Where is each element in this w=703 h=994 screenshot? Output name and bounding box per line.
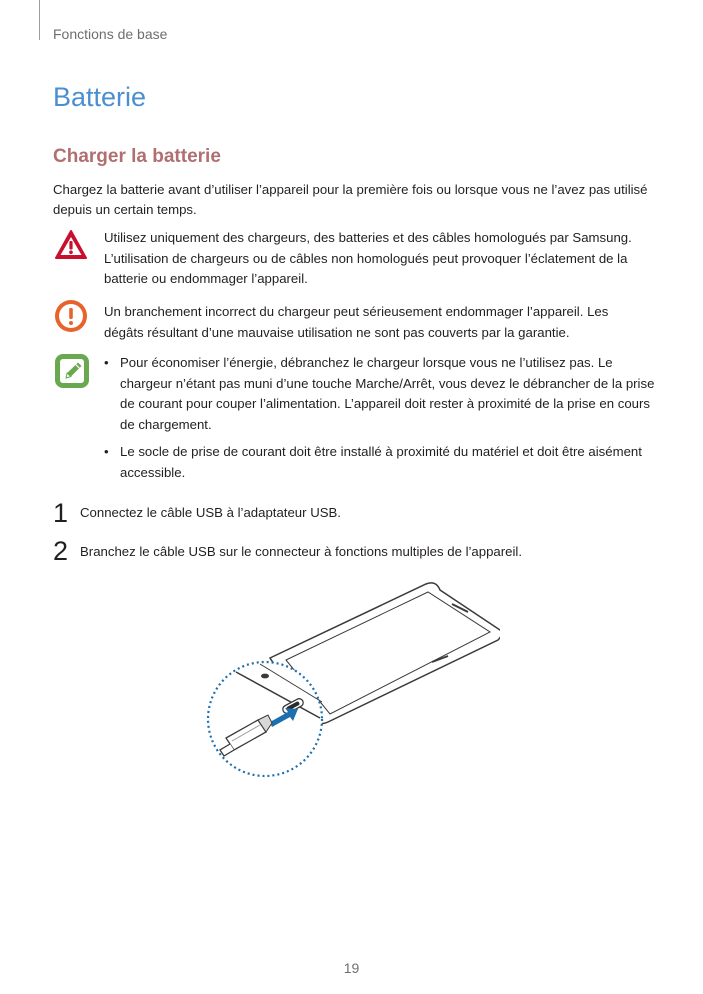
tip-item: • Le socle de prise de courant doit être installé à proximité du matériel et doit être aisément accessible.: [104, 444, 642, 480]
step-text: Connectez le câble USB à l’adaptateur USB.: [80, 505, 341, 520]
step-number: 1: [53, 498, 69, 528]
step-text: Branchez le câble USB sur le connecteur à fonctions multiples de l’appareil.: [80, 544, 523, 559]
tip-list: [104, 353, 656, 490]
tip-text: Pour économiser l’énergie, débranchez le chargeur lorsque vous ne l’utilisez pas. Le chargeur n’étant pas muni d’une touche Marche/Arrêt, vous devez le débrancher de la prise de courant pour couper l’alimentation. L’appareil doit rester à proximité de la prise en cours de chargement.: [120, 355, 655, 432]
page-number: 19: [343, 960, 360, 976]
charging-illustration: [200, 578, 500, 783]
warning-note: Utilisez uniquement des chargeurs, des batteries et des câbles homologués par Samsung. L’utilisation de chargeurs ou de câbles non homologués peut provoquer l’éclatement de la batterie ou endommager l’appareil.: [104, 230, 632, 286]
header-rule: [39, 0, 40, 40]
tip-text: Le socle de prise de courant doit être installé à proximité du matériel et doit être aisément accessible.: [120, 444, 642, 480]
warning-triangle-icon: [54, 228, 88, 262]
tip-pencil-icon: [54, 353, 90, 389]
page-title: Batterie: [53, 82, 147, 112]
running-header: Fonctions de base: [53, 26, 168, 42]
intro-paragraph: Chargez la batterie avant d’utiliser l’appareil pour la première fois ou lorsque vous ne l’avez pas utilisé depuis un certain temps.: [53, 182, 648, 217]
caution-note: Un branchement incorrect du chargeur peut sérieusement endommager l’appareil. Les dégâts résultant d’une mauvaise utilisation ne sont pas couverts par la garantie.: [104, 304, 609, 340]
section-heading: Charger la batterie: [53, 146, 221, 167]
tip-item: • Pour économiser l’énergie, débranchez le chargeur lorsque vous ne l’utilisez pas. Le chargeur n’étant pas muni d’une touche Marche/Arrêt, vous devez le débrancher de la prise de courant pour couper l’alimentation. L’appareil doit rester à proximité de la prise en cours de chargement.: [104, 355, 655, 432]
caution-circle-icon: [54, 299, 88, 333]
step-number: 2: [53, 536, 69, 566]
